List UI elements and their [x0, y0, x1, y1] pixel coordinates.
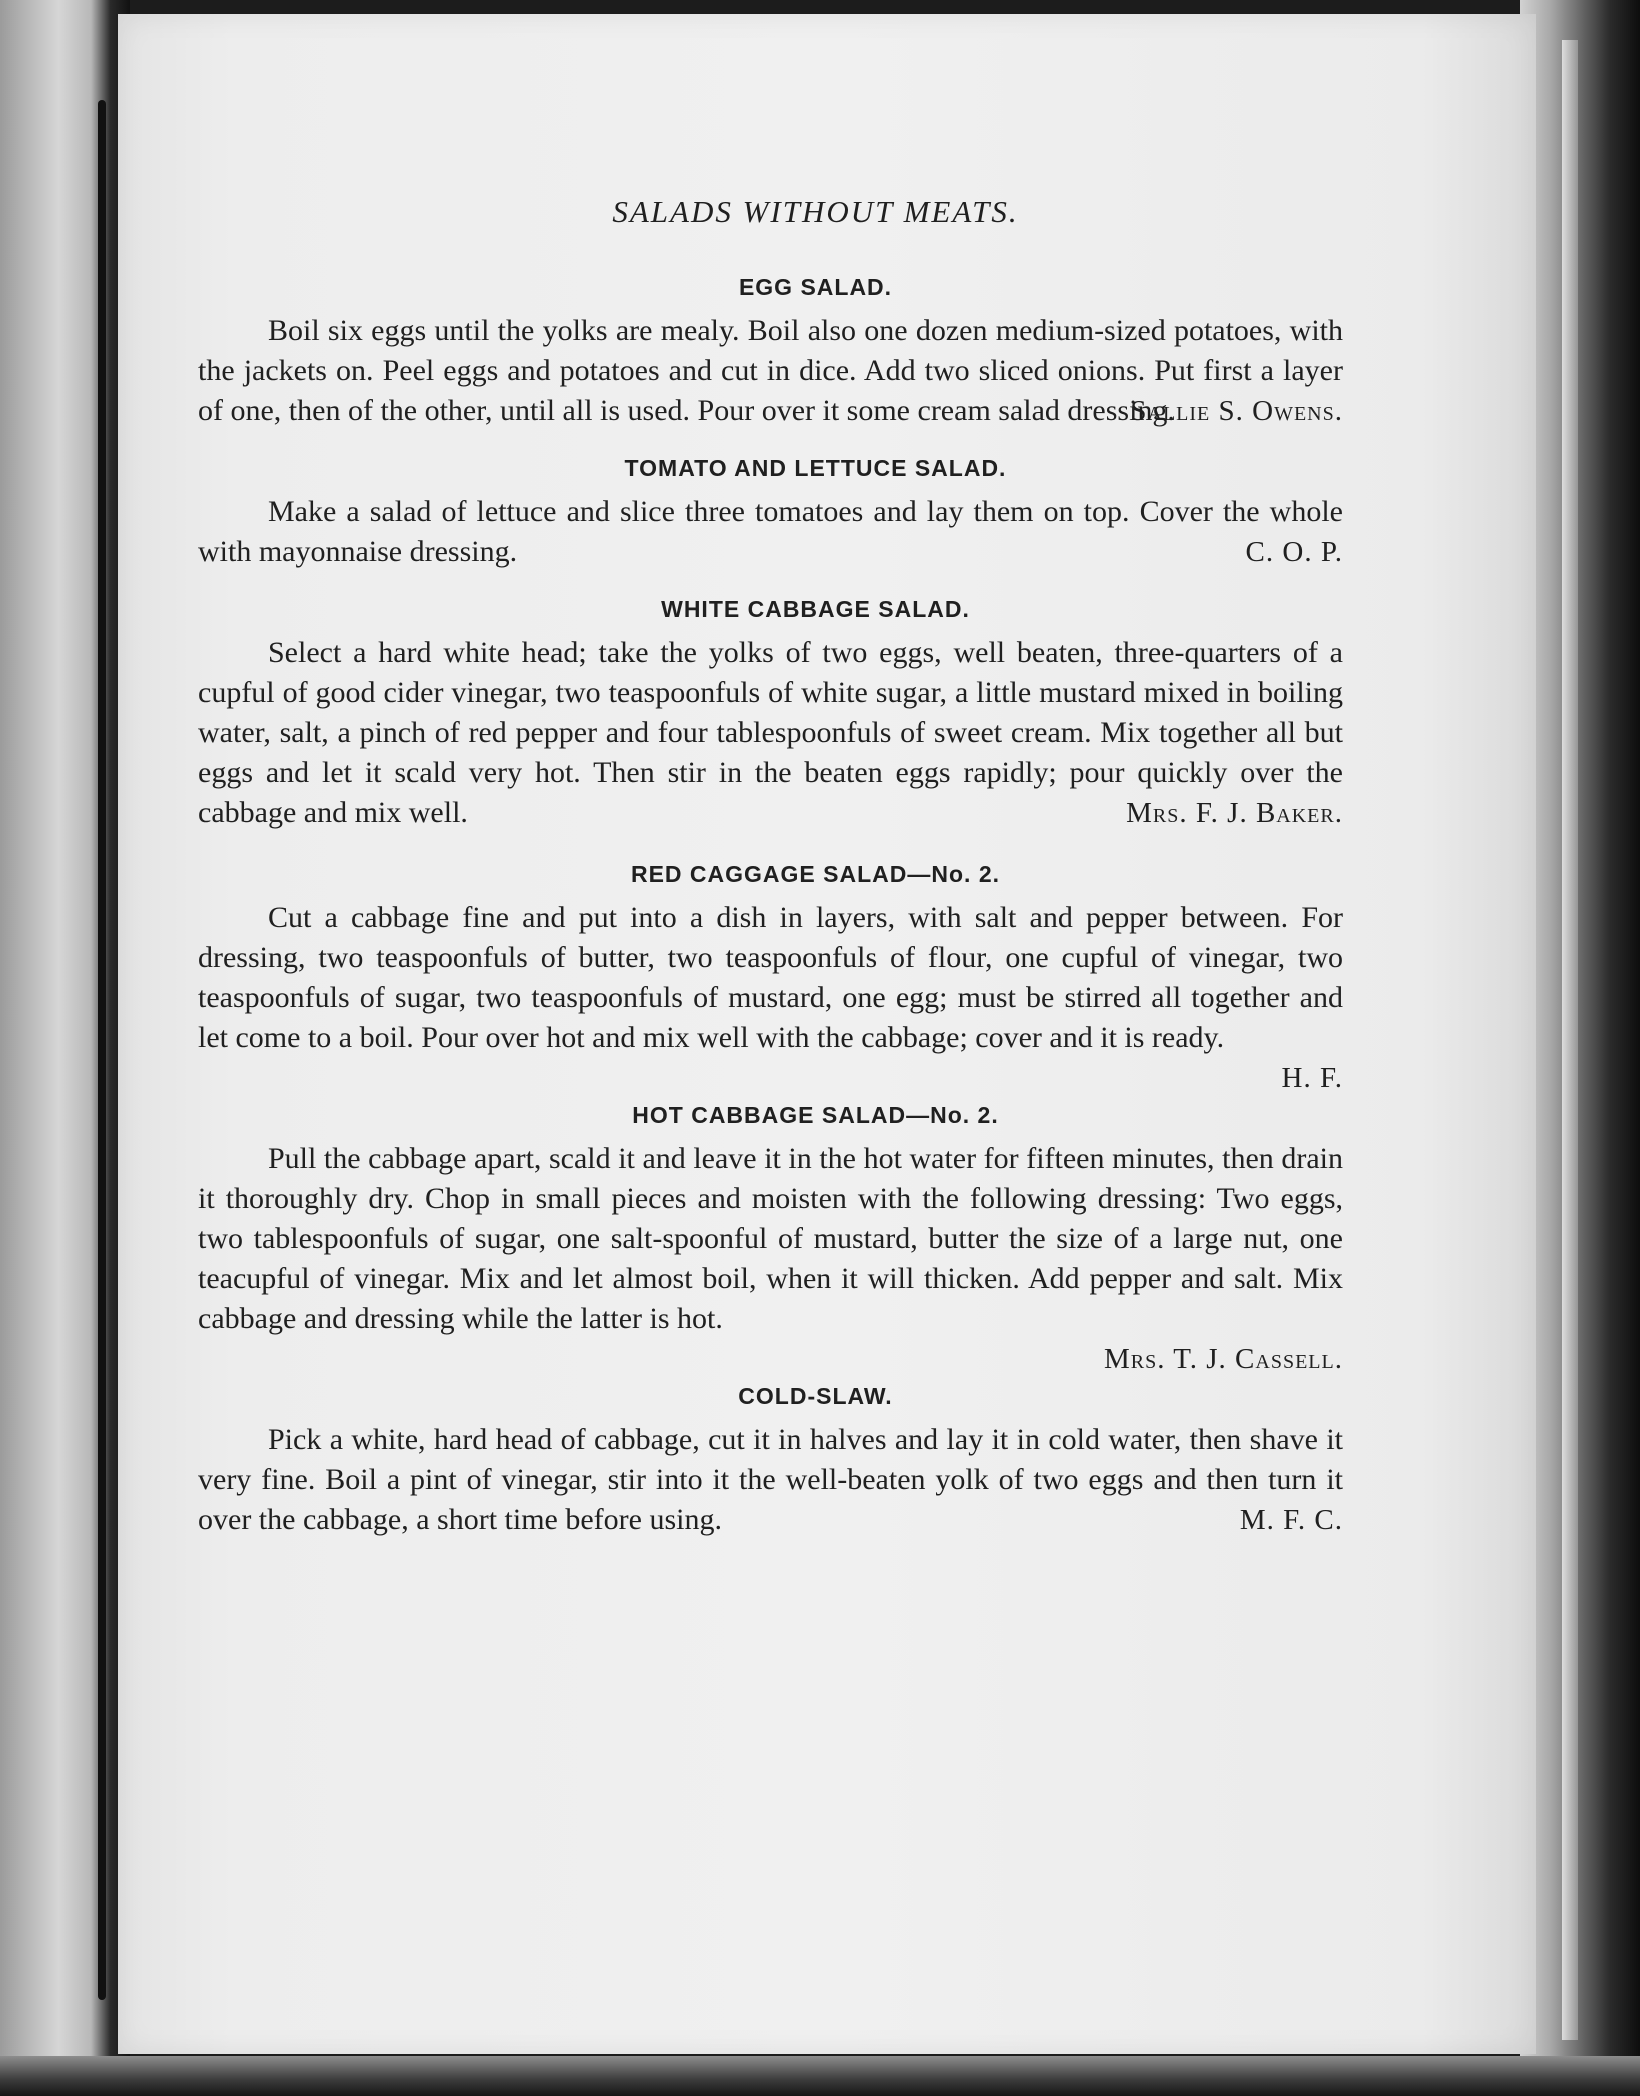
- page-content: [198, 194, 1343, 1540]
- recipe-title: COLD-SLAW.: [738, 1383, 893, 1409]
- recipe-credit: Mrs. F. J. Baker.: [1126, 797, 1343, 829]
- recipe-title: HOT CABBAGE SALAD—No. 2.: [632, 1102, 999, 1128]
- recipe-credit: H. F.: [1281, 1062, 1343, 1094]
- recipe-body: Pick a white, hard head of cabbage, cut it in halves and lay it in cold water, then shave it very fine. Boil a pint of vinegar, stir into it the well-beaten yolk of two eggs and then turn it over the cabbage, a short time before using.: [198, 1423, 1343, 1536]
- bottom-edge: [0, 2056, 1640, 2096]
- recipe-red-cabbage-salad: [198, 861, 1343, 1098]
- left-page-edge: [0, 0, 130, 2096]
- recipe-white-cabbage-salad: [198, 596, 1343, 833]
- recipe-hot-cabbage-salad: [198, 1102, 1343, 1379]
- recipe-credit: Mrs. T. J. Cassell.: [1103, 1343, 1343, 1375]
- book-page: [118, 14, 1536, 2054]
- recipe-body: Boil six eggs until the yolks are mealy. Boil also one dozen medium-sized potatoes, with the jackets on. Peel eggs and potatoes and cut in dice. Add two sliced onions. Put first a layer of one, then of the other, until all is used. Pour over it some cream salad dressing.: [198, 314, 1343, 427]
- running-head: SALADS WITHOUT MEATS.: [612, 194, 1019, 229]
- recipe-title: WHITE CABBAGE SALAD.: [661, 596, 970, 622]
- recipe-body: Pull the cabbage apart, scald it and leave it in the hot water for fifteen minutes, then drain it thoroughly dry. Chop in small pieces and moisten with the following dressing: Two eggs, two tablespoonfuls of sugar, one salt-spoonful of mustard, butter the size of a large nut, one teacupful of vinegar. Mix and let almost boil, when it will thicken. Add pepper and salt. Mix cabbage and dressing while the latter is hot.: [198, 1142, 1343, 1335]
- recipe-cold-slaw: [198, 1383, 1343, 1540]
- page-fold: [1562, 40, 1578, 2040]
- recipe-body: Make a salad of lettuce and slice three tomatoes and lay them on top. Cover the whole with mayonnaise dressing.: [198, 495, 1343, 568]
- recipe-egg-salad: [198, 274, 1343, 431]
- recipe-tomato-lettuce-salad: [198, 455, 1343, 572]
- recipe-credit: Sallie S. Owens.: [1130, 395, 1343, 427]
- recipe-title: TOMATO AND LETTUCE SALAD.: [624, 455, 1007, 481]
- recipe-credit: C. O. P.: [1245, 536, 1343, 568]
- recipe-body: Cut a cabbage fine and put into a dish in layers, with salt and pepper between. For dressing, two teaspoonfuls of butter, two teaspoonfuls of flour, one cupful of vinegar, two teaspoonfuls of sugar, two teaspoonfuls of mustard, one egg; must be stirred all together and let come to a boil. Pour over hot and mix well with the cabbage; cover and it is ready.: [198, 901, 1343, 1054]
- book-spine: [98, 100, 106, 2000]
- recipe-body: Select a hard white head; take the yolks of two eggs, well beaten, three-quarters of a cupful of good cider vinegar, two teaspoonfuls of white sugar, a little mustard mixed in boiling water, salt, a pinch of red pepper and four tablespoonfuls of sweet cream. Mix together all but eggs and let it scald very hot. Then stir in the beaten eggs rapidly; pour quickly over the cabbage and mix well.: [198, 636, 1343, 829]
- recipe-credit: M. F. C.: [1239, 1504, 1343, 1536]
- recipe-title: EGG SALAD.: [738, 274, 893, 300]
- book-cover-edge: [1520, 0, 1640, 2096]
- recipe-title: RED CAGGAGE SALAD—No. 2.: [630, 861, 1001, 887]
